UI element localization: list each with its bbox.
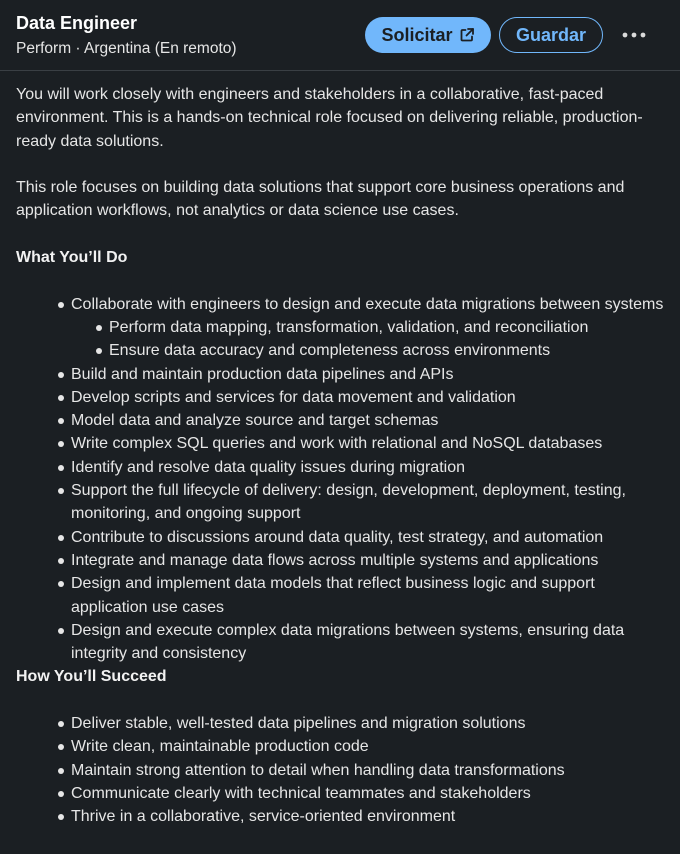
list-item: Write complex SQL queries and work with relational and NoSQL databases [71, 432, 664, 455]
list-item: Build and maintain production data pipelines and APIs [71, 363, 664, 386]
list-item: Identify and resolve data quality issues during migration [71, 456, 664, 479]
job-description [16, 83, 664, 829]
list-item: Support the full lifecycle of delivery: design, development, deployment, testing, monitoring, and ongoing support [71, 479, 664, 526]
list-item: Write clean, maintainable production code [71, 735, 664, 758]
apply-button-label: Solicitar [381, 24, 453, 45]
job-company-location: Perform · Argentina (En remoto) [16, 40, 237, 57]
list-item [71, 293, 664, 363]
save-button[interactable] [499, 17, 603, 53]
more-horizontal-icon [621, 26, 647, 44]
list-item: Model data and analyze source and target schemas [71, 409, 664, 432]
description-paragraph: You will work closely with engineers and stakeholders in a collaborative, fast-paced environment. This is a hands-on technical role focused on delivering reliable, production-ready data solutions. [16, 86, 643, 150]
how-youll-succeed-list [16, 712, 664, 828]
list-item: Develop scripts and services for data movement and validation [71, 386, 664, 409]
list-item: Communicate clearly with technical teammates and stakeholders [71, 782, 664, 805]
sub-list-item: Perform data mapping, transformation, validation, and reconciliation [109, 316, 664, 339]
list-item: Maintain strong attention to detail when handling data transformations [71, 759, 664, 782]
list-item: Design and execute complex data migrations between systems, ensuring data integrity and consistency [71, 619, 664, 666]
list-item: Deliver stable, well-tested data pipelines and migration solutions [71, 712, 664, 735]
section-heading-how-youll-succeed: How You’ll Succeed [16, 668, 167, 686]
external-link-icon [459, 27, 475, 43]
what-youll-do-list [16, 293, 664, 666]
sub-list-item: Ensure data accuracy and completeness across environments [109, 339, 664, 362]
job-title: Data Engineer [16, 13, 138, 33]
sub-list [71, 316, 664, 363]
list-item: Contribute to discussions around data quality, test strategy, and automation [71, 526, 664, 549]
list-item: Thrive in a collaborative, service-oriented environment [71, 805, 664, 828]
description-paragraph: This role focuses on building data solutions that support core business operations and application workflows, not analytics or data science use cases. [16, 179, 625, 220]
section-heading-what-youll-do: What You’ll Do [16, 249, 128, 267]
list-item-text: Collaborate with engineers to design and execute data migrations between systems [71, 295, 664, 313]
more-options-button[interactable] [616, 22, 652, 48]
list-item: Design and implement data models that reflect business logic and support application use cases [71, 572, 664, 619]
apply-button[interactable] [365, 17, 491, 53]
list-item: Integrate and manage data flows across multiple systems and applications [71, 549, 664, 572]
job-header [0, 0, 680, 71]
save-button-label: Guardar [515, 24, 587, 45]
